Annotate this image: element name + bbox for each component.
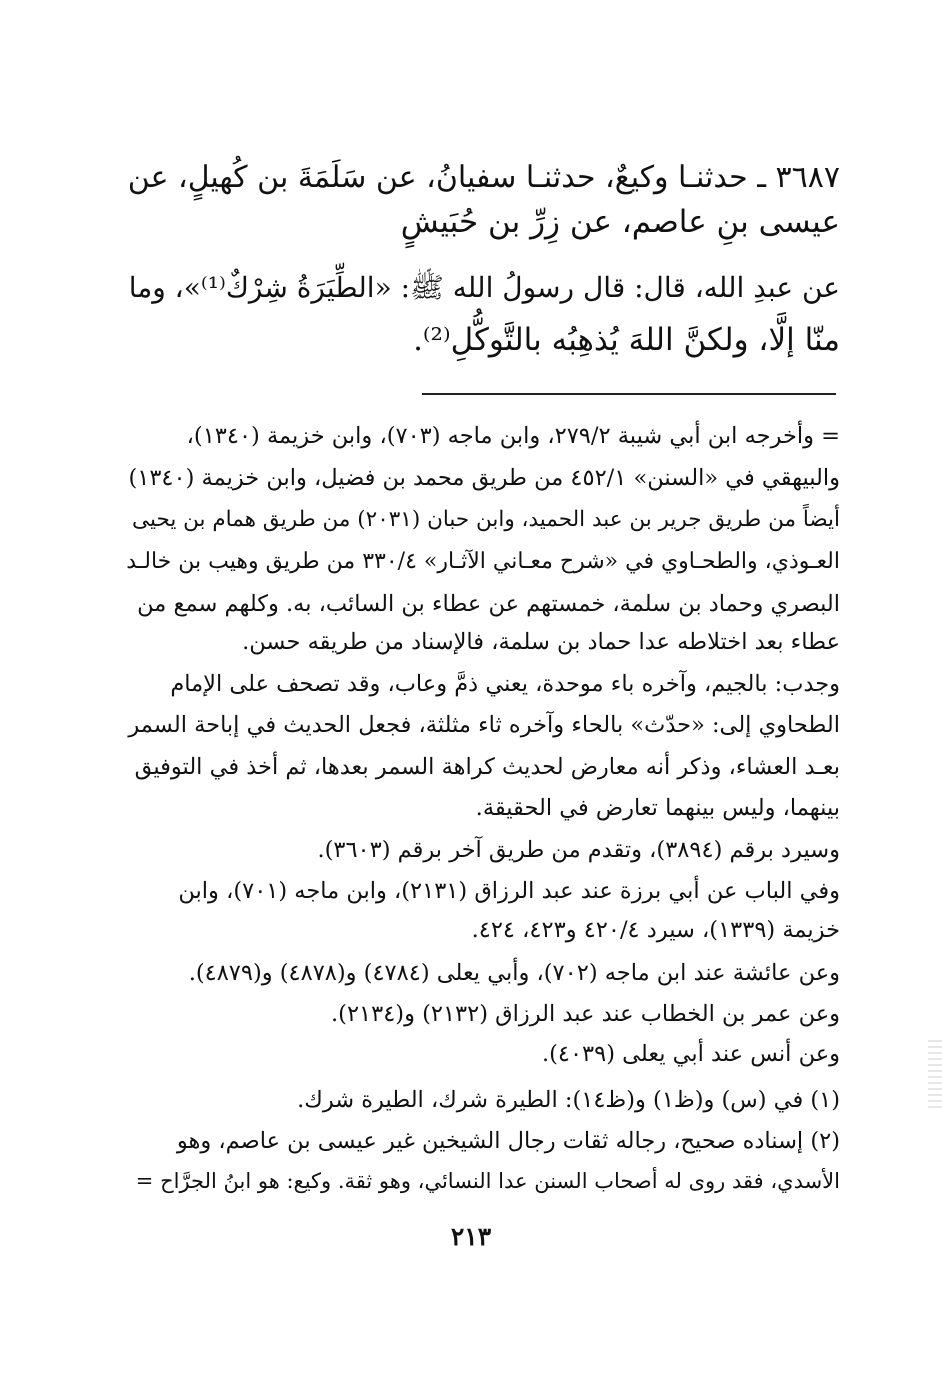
footnote-line-19: الأسدي، فقد روى له أصحاب السنن عدا النسائي، وهو ثقة. وكيع: هو ابنُ الجرَّاح = (135, 1169, 840, 1193)
footnote-line-4: العـوذي، والطحـاوي في «شرح معـاني الآثـار» ٣٣٠/٤ من طريق وهيب بن خالـد (126, 549, 840, 574)
footnote-line-10: بينهما، وليس بينهما تعارض في الحقيقة. (475, 795, 840, 821)
footnote-line-12: وفي الباب عن أبي برزة عند عبد الرزاق (٢١٣١)، وابن ماجه (٧٠١)، وابن (178, 878, 840, 904)
hadith-line-2: عيسى بنِ عاصم، عن زِرِّ بن حُبَيشٍ (400, 204, 840, 240)
footnote-line-14: وعن عائشة عند ابن ماجه (٧٠٢)، وأبي يعلى (٤٧٨٤) و(٤٨٧٨) و(٤٨٧٩). (188, 960, 840, 986)
footnote-line-8: الطحاوي إلى: «حدّث» بالحاء وآخره ثاء مثلثة، فجعل الحديث في إباحة السمر (128, 712, 840, 738)
footnote-line-6: عطاء بعد اختلاطه عدا حماد بن سلمة، فالإسناد من طريقه حسن. (242, 629, 840, 655)
footnote-line-11: وسيرد برقم (٣٨٩٤)، وتقدم من طريق آخر برقم (٣٦٠٣). (317, 837, 840, 863)
footnote-line-9: بعـد العشاء، وذكر أنه معارض لحديث كراهة السمر بعدها، ثم أخذ في التوفيق (134, 754, 840, 780)
footnote-line-16: وعن أنس عند أبي يعلى (٤٠٣٩). (541, 1041, 840, 1067)
hadith-line-1: ٣٦٨٧ ـ حدثنـا وكيعٌ، حدثنـا سفيانُ، عن سَلَمَةَ بن كُهيلٍ، عن (127, 160, 840, 195)
footnote-line-5: البصري وحماد بن سلمة، خمستهم عن عطاء بن السائب، به. وكلهم سمع من (137, 591, 840, 617)
footnote-line-15: وعن عمر بن الخطاب عند عبد الرزاق (٢١٣٢) و(٢١٣٤). (331, 1001, 840, 1027)
footnote-line-18: (٢) إسناده صحيح، رجاله ثقات رجال الشيخين غير عيسى بن عاصم، وهو (176, 1128, 840, 1154)
footnote-line-17: (١) في (س) و(ظ١) و(ظ١٤): الطيرة شرك، الطيرة شرك. (297, 1087, 840, 1113)
page-number: ٢١٣ (450, 1222, 492, 1251)
footnote-line-7: وجدب: بالجيم، وآخره باء موحدة، يعني ذمَّ وعاب، وقد تصحف على الإمام (170, 671, 840, 697)
footnote-divider (422, 393, 836, 395)
footnote-line-13: خزيمة (١٣٣٩)، سيرد ٤٢٠/٤ و٤٢٣، ٤٢٤. (471, 917, 840, 943)
footnote-line-3: أيضاً من طريق جرير بن عبد الحميد، وابن حبان (٢٠٣١) من طريق همام بن يحيى (132, 507, 840, 532)
hadith-line-4: منّا إلَّا، ولكنَّ اللهَ يُذهِبُه بالتَّوكُّلِ⁽²⁾. (413, 322, 840, 358)
footnote-line-2: والبيهقي في «السنن» ٤٥٢/١ من طريق محمد بن فضيل، وابن خزيمة (١٣٤٠) (128, 465, 840, 491)
scan-edge-artifact (928, 1040, 942, 1110)
footnote-line-1: = وأخرجه ابن أبي شيبة ٢٧٩/٢، وابن ماجه (٧٠٣)، وابن خزيمة (١٣٤٠)، (186, 423, 840, 449)
hadith-line-3: عن عبدِ الله، قال: قال رسولُ الله ﷺ: «الطِّيَرَةُ شِرْكٌ⁽¹⁾»، وما (128, 271, 840, 304)
